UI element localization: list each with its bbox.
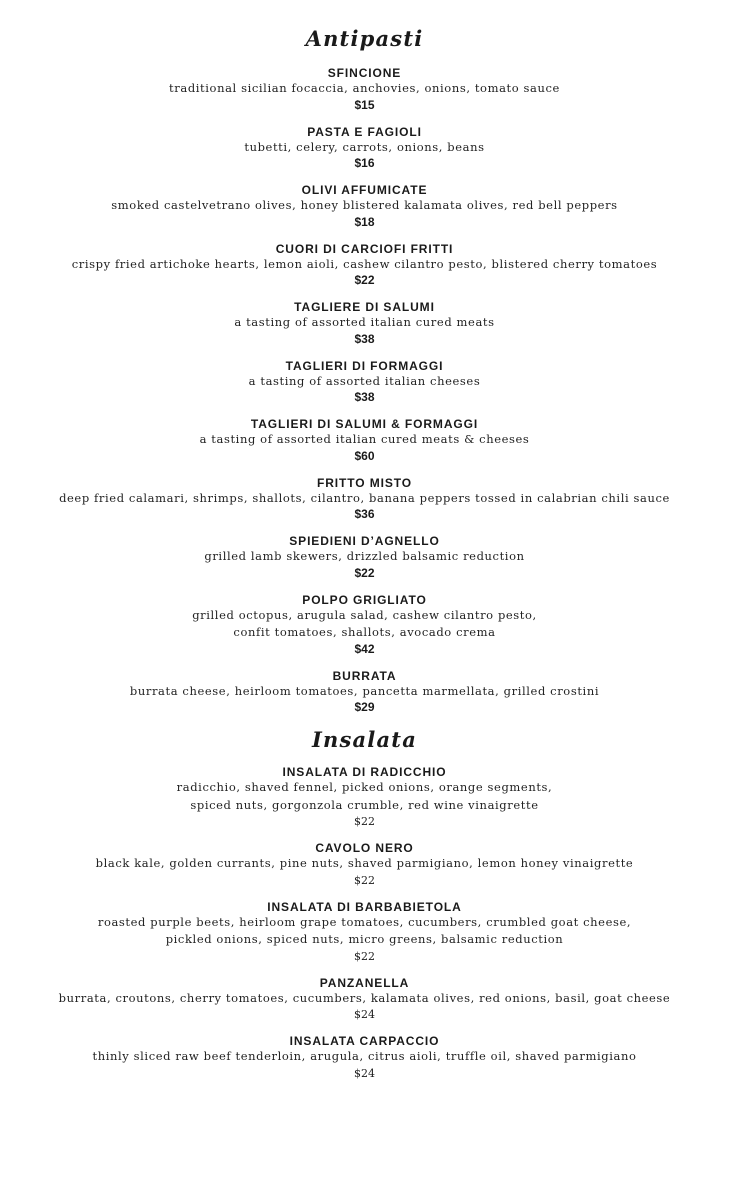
section-title: Insalata: [311, 727, 417, 752]
item-description: thinly sliced raw beef tenderloin, arugula, citrus aioli, truffle oil, shaved parmigiano: [92, 1049, 637, 1063]
item-description: smoked castelvetrano olives, honey blistered kalamata olives, red bell peppers: [111, 198, 618, 212]
menu-item: [0, 841, 729, 888]
item-description: black kale, golden currants, pine nuts, shaved parmigiano, lemon honey vinaigrette: [95, 856, 634, 870]
item-price: $24: [354, 1066, 375, 1080]
menu-item: [0, 359, 729, 406]
item-price: $22: [354, 273, 375, 287]
item-name: TAGLIERE DI SALUMI: [294, 300, 435, 314]
menu-item: [0, 669, 729, 716]
item-price: $38: [354, 331, 375, 346]
item-name: SPIEDIENI D’AGNELLO: [289, 534, 440, 548]
item-name: INSALATA DI BARBABIETOLA: [267, 899, 462, 914]
item-name: TAGLIERI DI FORMAGGI: [285, 358, 444, 373]
item-name: TAGLIERI DI SALUMI & FORMAGGI: [250, 417, 479, 431]
item-name: CUORI DI CARCIOFI FRITTI: [275, 241, 454, 256]
item-name: CAVOLO NERO: [315, 841, 414, 855]
item-price: $15: [354, 97, 375, 112]
menu-item: [0, 183, 729, 230]
item-price: $36: [354, 507, 375, 521]
item-name: OLIVI AFFUMICATE: [301, 183, 428, 197]
item-price: $38: [354, 390, 375, 404]
section-antipasti: [0, 26, 729, 715]
item-description: radicchio, shaved fennel, picked onions, orange segments, spiced nuts, gorgonzola crumble, red wine vinaigrette: [176, 780, 553, 812]
menu-item: [0, 417, 729, 464]
item-name: PASTA E FAGIOLI: [307, 124, 422, 139]
item-name: POLPO GRIGLIATO: [302, 592, 427, 607]
menu-item: [0, 900, 729, 964]
item-name: INSALATA DI RADICCHIO: [282, 765, 447, 779]
menu-item: [0, 242, 729, 289]
item-price: $22: [354, 815, 375, 828]
item-description: deep fried calamari, shrimps, shallots, cilantro, banana peppers tossed in calabrian chili sauce: [59, 490, 670, 505]
item-price: $22: [354, 873, 375, 887]
item-price: $22: [354, 949, 375, 963]
item-price: $42: [354, 641, 375, 656]
menu-item: [0, 66, 729, 113]
item-price: $16: [354, 156, 375, 170]
item-price: $60: [354, 448, 375, 463]
menu-item: [0, 765, 729, 829]
item-price: $22: [354, 565, 375, 580]
menu-item: [0, 125, 729, 172]
item-name: BURRATA: [332, 668, 397, 683]
item-description: tubetti, celery, carrots, onions, beans: [244, 139, 485, 154]
item-description: traditional sicilian focaccia, anchovies, onions, tomato sauce: [169, 81, 560, 95]
item-description: roasted purple beets, heirloom grape tomatoes, cucumbers, crumbled goat cheese, pickled onions, spiced nuts, micro greens, balsamic reduction: [97, 914, 632, 946]
item-description: a tasting of assorted italian cured meats: [234, 315, 495, 329]
item-description: burrata, croutons, cherry tomatoes, cucumbers, kalamata olives, red onions, basil, goat cheese: [58, 990, 671, 1005]
item-price: $24: [354, 1008, 375, 1021]
item-description: burrata cheese, heirloom tomatoes, pancetta marmellata, grilled crostini: [129, 683, 600, 698]
menu-item: [0, 1034, 729, 1081]
item-name: PANZANELLA: [319, 975, 410, 990]
item-description: crispy fried artichoke hearts, lemon aioli, cashew cilantro pesto, blistered cherry tomatoes: [71, 256, 658, 271]
menu-item: [0, 534, 729, 581]
item-price: $29: [354, 700, 375, 714]
menu-item: [0, 476, 729, 523]
item-price: $18: [354, 214, 375, 229]
menu-item: [0, 593, 729, 657]
section-title: Antipasti: [305, 26, 424, 51]
menu-item: [0, 300, 729, 347]
item-description: grilled lamb skewers, drizzled balsamic reduction: [204, 549, 525, 563]
item-description: grilled octopus, arugula salad, cashew cilantro pesto, confit tomatoes, shallots, avocado crema: [192, 607, 537, 639]
item-name: INSALATA CARPACCIO: [289, 1034, 440, 1048]
item-description: a tasting of assorted italian cheeses: [248, 373, 481, 388]
item-description: a tasting of assorted italian cured meats & cheeses: [199, 432, 530, 446]
section-insalata: [0, 727, 729, 1081]
item-name: FRITTO MISTO: [316, 475, 413, 490]
menu-item: [0, 976, 729, 1023]
item-name: SFINCIONE: [327, 66, 402, 80]
